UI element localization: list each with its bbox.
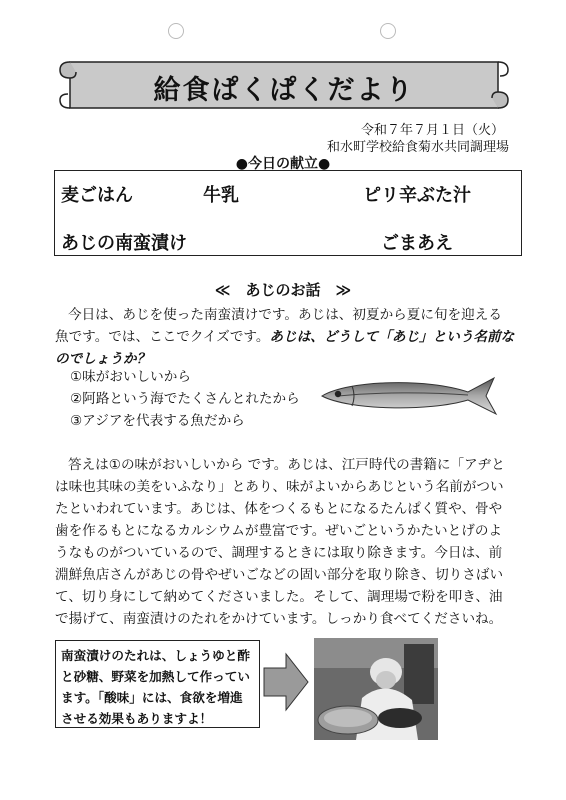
quiz-choices (70, 366, 300, 432)
kitchen-name: 和水町学校給食菊水共同調理場 (326, 140, 509, 155)
title-banner (58, 56, 510, 116)
menu-box (54, 170, 522, 256)
choice-1: ①味がおいしいから (70, 369, 191, 385)
issue-date: 令和７年７月１日（火） (360, 123, 504, 138)
menu-item-soup: ピリ辛ぶた汁 (363, 185, 471, 206)
menu-item-aji: あじの南蛮漬け (61, 233, 187, 254)
arrow-right-icon (262, 652, 310, 712)
menu-heading: ●今日の献立● (235, 156, 331, 172)
menu-item-gomaae: ごまあえ (381, 233, 453, 254)
story-answer: 答えは①の味がおいしいから です。あじは、江戸時代の書籍に「アヂとは味也其味の美をいふなり」とあり、味がよいからあじという名前がついたといわれています。あじは、体をつくるもとになるたんぱく質や、骨や歯を作るもとになるカルシウムが豊富です。ぜいごというかたいとげのようなものがついているので、調理するときには取り除きます。今日は、前淵鮮魚店さんがあじの骨やぜいごなどの固い部分を取り除き、切りさばいて、切り身にして納めてくださいました。そして、調理場で粉を叩き、油で揚げて、南蛮漬けのたれをかけています。しっかり食べてくださいね。 (55, 457, 505, 627)
story-heading: ≪ あじのお話 ≫ (214, 281, 352, 299)
cook-preparing-fish-icon (314, 638, 438, 740)
quiz-question: あじは、どうして「あじ」という名前なのでしょうか？ (55, 329, 515, 367)
choice-3: ③アジアを代表する魚だから (70, 413, 245, 429)
horse-mackerel-icon (318, 374, 504, 418)
intro-text: 今日は、あじを使った南蛮漬けです。あじは、初夏から夏に旬を迎える魚です。では、ここでクイズです。 (55, 307, 502, 345)
binder-hole-left (168, 23, 184, 39)
story-intro (55, 304, 515, 370)
cooking-photo (314, 638, 438, 740)
nanban-note: 南蛮漬けのたれは、しょうゆと酢と砂糖、野菜を加熱して作っています。「酸味」には、食欲を増進させる効果もありますよ！ (55, 640, 260, 728)
binder-hole-right (380, 23, 396, 39)
menu-item-milk: 牛乳 (203, 185, 239, 206)
newsletter-title: 給食ぱくぱくだより (153, 75, 415, 106)
choice-2: ②阿路という海でたくさんとれたから (70, 391, 300, 407)
menu-item-rice: 麦ごはん (61, 185, 133, 206)
